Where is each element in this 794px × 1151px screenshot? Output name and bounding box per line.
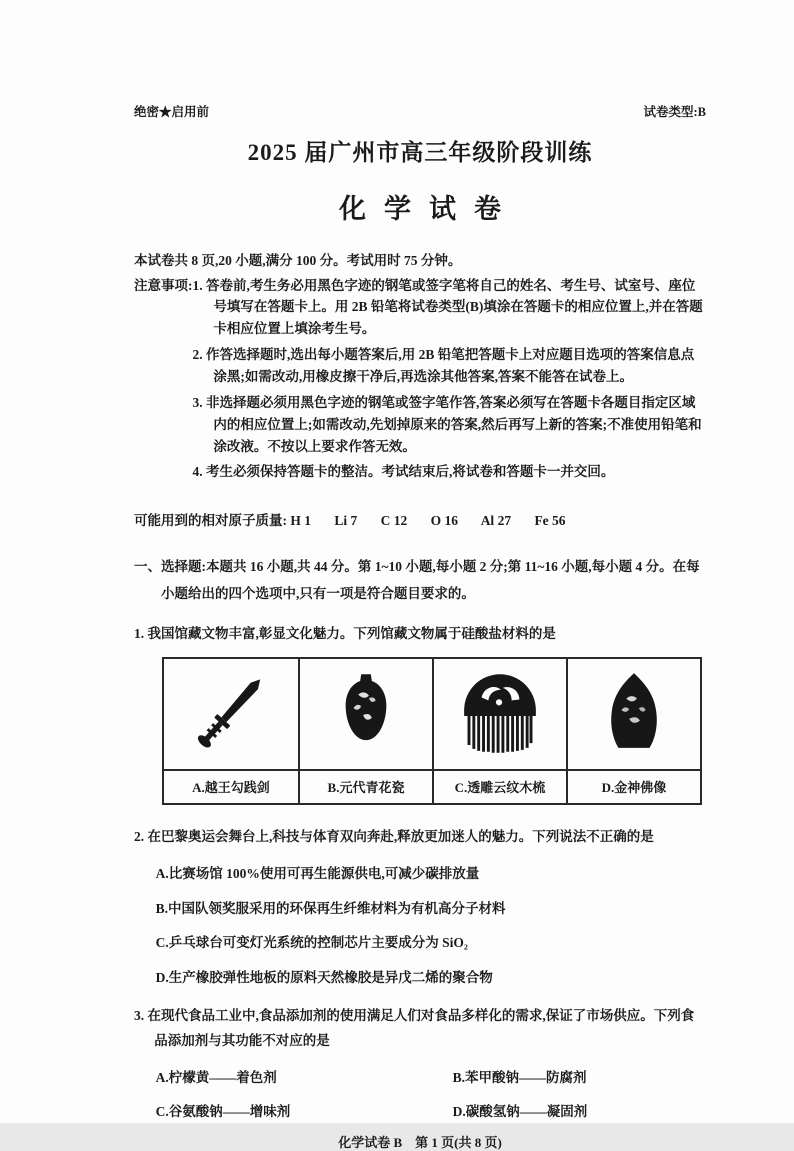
vase-icon <box>300 659 432 769</box>
atomic-mass-value: C 12 <box>380 513 408 529</box>
question-3-options <box>156 1066 706 1120</box>
atomic-masses-label: 可能用到的相对原子质量: <box>134 513 287 529</box>
question-1-text: 1. 我国馆藏文物丰富,彰显文化魅力。下列馆藏文物属于硅酸盐材料的是 <box>134 626 556 642</box>
question-3-option-d: D.碳酸氢钠——凝固剂 <box>452 1103 588 1119</box>
paper-info: 本试卷共 8 页,20 小题,满分 100 分。考试用时 75 分钟。 <box>134 253 462 268</box>
artifact-option-a <box>164 659 298 769</box>
comb-icon <box>434 659 566 769</box>
buddha-statue-icon <box>568 659 700 769</box>
notice-item: 1. 答卷前,考生务必用黑色字迹的钢笔或签字笔将自己的姓名、考生号、试室号、座位号填写在答题卡上。用 2B 铅笔将试卷类型(B)填涂在答题卡的相应位置上,并在答题卡相应位置上填涂考生号。 <box>192 277 703 337</box>
question-2-option-a: A.比赛场馆 100%使用可再生能源供电,可减少碳排放量 <box>155 866 480 882</box>
exam-subtitle: 化学试卷 <box>339 194 519 224</box>
question-2-option-d: D.生产橡胶弹性地板的原料天然橡胶是异戊二烯的聚合物 <box>155 970 493 986</box>
artifact-label-c: C.透雕云纹木梳 <box>432 769 566 803</box>
question-3-option-a: A.柠檬黄——着色剂 <box>155 1069 277 1085</box>
atomic-mass-value: O 16 <box>430 513 459 529</box>
question-2-text: 2. 在巴黎奥运会舞台上,科技与体育双向奔赴,释放更加迷人的魅力。下列说法不正确的是 <box>134 829 654 845</box>
atomic-mass-value: Li 7 <box>334 513 358 529</box>
page-header <box>134 102 706 120</box>
exam-title: 2025 届广州市高三年级阶段训练 <box>247 140 593 165</box>
atomic-mass-value: Fe 56 <box>534 513 566 529</box>
question-3-option-c: C.谷氨酸钠——增味剂 <box>155 1103 291 1119</box>
artifact-option-b <box>298 659 432 769</box>
page-footer: 化学试卷 B 第 1 页(共 8 页) <box>338 1134 502 1150</box>
classification-label: 绝密★启用前 <box>134 105 210 119</box>
atomic-mass-value: H 1 <box>290 513 312 529</box>
artifact-option-d <box>566 659 700 769</box>
question-3-option-b: B.苯甲酸钠——防腐剂 <box>452 1069 587 1085</box>
question-2-option-c: C.乒乓球台可变灯光系统的控制芯片主要成分为 SiO₂ <box>155 935 468 951</box>
artifact-option-c <box>432 659 566 769</box>
section-one-heading: 一、选择题:本题共 16 小题,共 44 分。第 1~10 小题,每小题 2 分;第 11~16 小题,每小题 4 分。在每小题给出的四个选项中,只有一项是符合题目要求的。 <box>134 559 700 602</box>
notice-item: 4. 考生必须保持答题卡的整洁。考试结束后,将试卷和答题卡一并交回。 <box>192 464 615 480</box>
atomic-masses-line <box>134 509 706 529</box>
paper-type-label: 试卷类型:B <box>643 105 706 119</box>
atomic-mass-value: Al 27 <box>480 513 512 529</box>
artifact-label-d: D.金神佛像 <box>566 769 700 803</box>
question-2-option-b: B.中国队领奖服采用的环保再生纤维材料为有机高分子材料 <box>155 900 506 916</box>
notice-block <box>134 275 706 488</box>
notice-items <box>193 275 707 488</box>
artifact-label-a: A.越王勾践剑 <box>164 769 298 803</box>
sword-icon <box>164 659 298 769</box>
question-3-text: 3. 在现代食品工业中,食品添加剂的使用满足人们对食品多样化的需求,保证了市场供应。下列食品添加剂与其功能不对应的是 <box>134 1007 695 1048</box>
artifact-options-table <box>162 657 702 805</box>
notice-item: 3. 非选择题必须用黑色字迹的钢笔或签字笔作答,答案必须写在答题卡各题目指定区域内的相应位置上;如需改动,先划掉原来的答案,然后再写上新的答案;不准使用铅笔和涂改液。不按以上要求作答无效。 <box>192 394 702 454</box>
notice-item: 2. 作答选择题时,选出每小题答案后,用 2B 铅笔把答题卡上对应题目选项的答案信息点涂黑;如需改动,用橡皮擦干净后,再选涂其他答案,答案不能答在试卷上。 <box>192 347 695 385</box>
notice-label: 注意事项: <box>134 277 193 293</box>
artifact-label-b: B.元代青花瓷 <box>298 769 432 803</box>
